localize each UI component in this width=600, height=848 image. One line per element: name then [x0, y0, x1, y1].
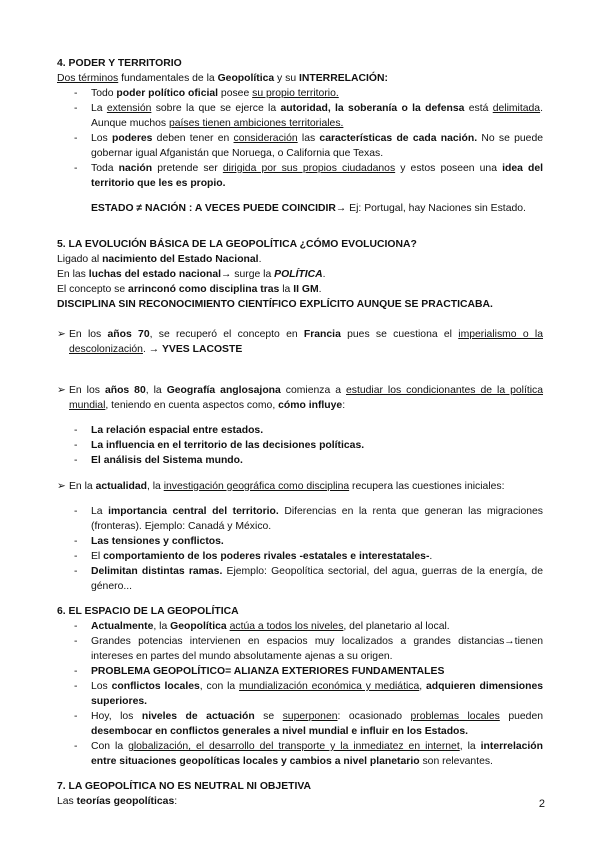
- list-item: - El comportamiento de los poderes rivales -estatales e interestatales-.: [57, 549, 543, 564]
- list-item: - Con la globalización, el desarrollo del transporte y la inmediatez en internet, la interrelación entre situaciones geopolíticas locales y cambios a nivel planetario son relevantes.: [57, 739, 543, 769]
- list-item: - Los poderes deben tener en consideración las características de cada nación. No se puede gobernar igual Afganistán que Noruega, o California que Texas.: [57, 131, 543, 161]
- list-item: - La influencia en el territorio de las decisiones políticas.: [57, 438, 543, 453]
- list-item: - La extensión sobre la que se ejerce la autoridad, la soberanía o la defensa está delimitada. Aunque muchos países tienen ambiciones territoriales.: [57, 101, 543, 131]
- list-item: - Todo poder político oficial posee su propio territorio.: [57, 86, 543, 101]
- anos-80-paragraph: ➢ En los años 80, la Geografía anglosajona comienza a estudiar los condicionantes de la política mundial, teniendo en cuenta aspectos como, cómo influye:: [57, 384, 544, 411]
- list-item: - El análisis del Sistema mundo.: [57, 453, 543, 468]
- list-item: - Los conflictos locales, con la mundialización económica y mediática, adquieren dimensiones superiores.: [57, 679, 543, 709]
- page-number: 2: [538, 798, 545, 810]
- estado-nacion-note: ESTADO ≠ NACIÓN : A VECES PUEDE COINCIDIR→ Ej: Portugal, hay Naciones sin Estado.: [91, 203, 526, 215]
- list-item: - PROBLEMA GEOPOLÍTICO= ALIANZA EXTERIORES FUNDAMENTALES: [57, 664, 543, 679]
- actualidad-list: [57, 504, 543, 594]
- actualidad-paragraph: ➢ En la actualidad, la investigación geográfica como disciplina recupera las cuestiones iniciales:: [57, 480, 505, 492]
- section-5-line-1: Ligado al nacimiento del Estado Nacional.: [57, 253, 262, 265]
- section-4-intro: Dos términos fundamentales de la Geopolítica y su INTERRELACIÓN:: [57, 73, 388, 84]
- section-5-line-2: En las luchas del estado nacional→ surge la POLÍTICA.: [57, 268, 326, 280]
- section-5-title: 5. LA EVOLUCIÓN BÁSICA DE LA GEOPOLÍTICA ¿CÓMO EVOLUCIONA?: [57, 238, 417, 250]
- arrow-bullet-icon: ➢: [57, 329, 66, 341]
- list-item: - Hoy, los niveles de actuación se superponen: ocasionado problemas locales pueden desembocar en conflictos generales a nivel mundial e influir en los Estados.: [57, 709, 543, 739]
- section-5-line-4: DISCIPLINA SIN RECONOCIMIENTO CIENTÍFICO EXPLÍCITO AUNQUE SE PRACTICABA.: [57, 298, 493, 310]
- list-item: - Actualmente, la Geopolítica actúa a todos los niveles, del planetario al local.: [57, 619, 543, 634]
- list-item: - Toda nación pretende ser dirigida por sus propios ciudadanos y estos poseen una idea del territorio que les es propio.: [57, 161, 543, 191]
- anos-80-list: [57, 423, 543, 468]
- arrow-bullet-icon: ➢: [57, 384, 66, 396]
- section-7-line: Las teorías geopolíticas:: [57, 796, 178, 808]
- section-6-title: 6. EL ESPACIO DE LA GEOPOLÍTICA: [57, 606, 239, 618]
- document-page: [57, 56, 543, 809]
- list-item: - La importancia central del territorio. Diferencias en la renta que generan las migraciones (fronteras). Ejemplo: Canadá y México.: [57, 504, 543, 534]
- list-item: - Grandes potencias intervienen en espacios muy localizados a grandes distancias→tienen intereses en partes del mundo absolutamente ajenas a su origen.: [57, 634, 543, 664]
- list-item: - Las tensiones y conflictos.: [57, 534, 543, 549]
- section-7-title: 7. LA GEOPOLÍTICA NO ES NEUTRAL NI OBJETIVA: [57, 781, 312, 793]
- list-item: - Delimitan distintas ramas. Ejemplo: Geopolítica sectorial, del agua, guerras de la energía, de género...: [57, 564, 543, 594]
- section-6-list: [57, 619, 543, 769]
- section-4-title: 4. PODER Y TERRITORIO: [57, 58, 182, 69]
- arrow-bullet-icon: ➢: [57, 480, 66, 492]
- section-5-line-3: El concepto se arrinconó como disciplina tras la II GM.: [57, 283, 322, 295]
- list-item: - La relación espacial entre estados.: [57, 423, 543, 438]
- section-4-list: [57, 86, 543, 191]
- anos-70-paragraph: ➢ En los años 70, se recuperó el concepto en Francia pues se cuestiona el imperialismo o la descolonización. → YVES LACOSTE: [57, 329, 543, 356]
